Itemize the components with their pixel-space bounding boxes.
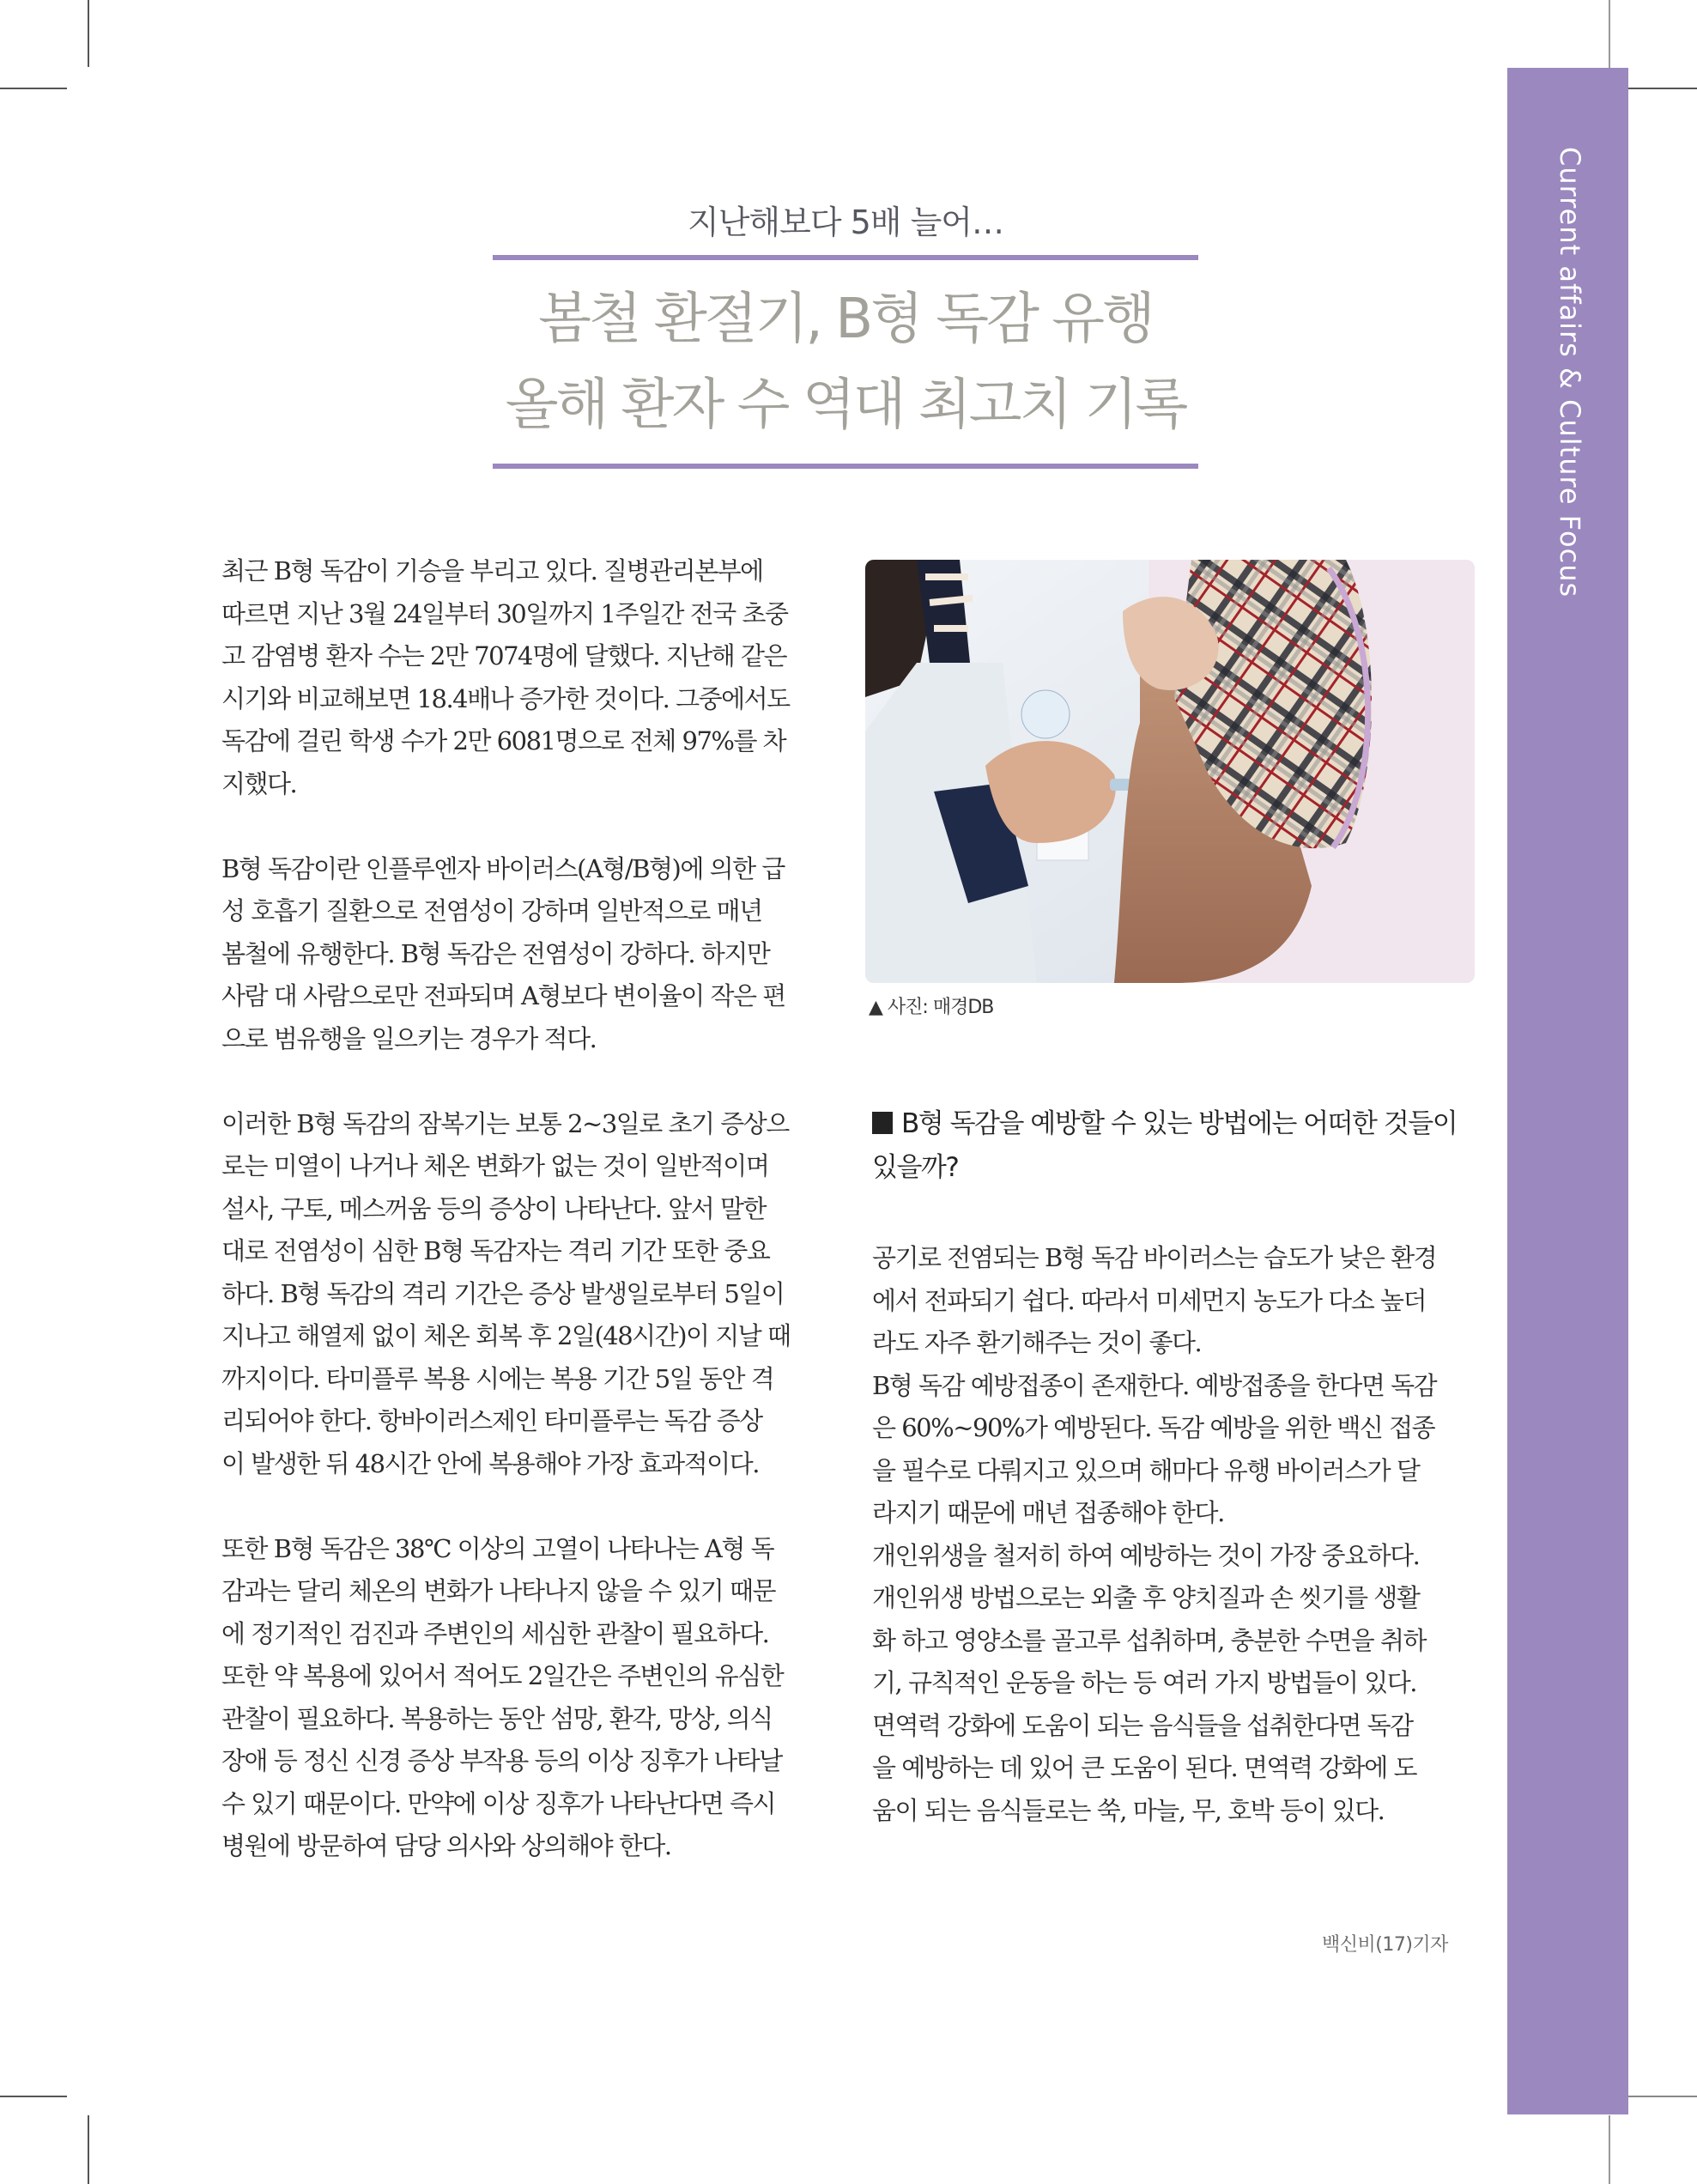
section-tab [1507, 68, 1628, 2114]
text-line: 을 필수로 다뤄지고 있으며 해마다 유행 바이러스가 달 [872, 1455, 1420, 1485]
text-line: 수 있기 때문이다. 만약에 이상 징후가 나타난다면 즉시 [221, 1788, 776, 1818]
text-line: 또한 약 복용에 있어서 적어도 2일간은 주변인의 유심한 [221, 1661, 784, 1690]
subhead-line: 있을까? [872, 1152, 959, 1183]
paragraph [221, 1103, 822, 1486]
crop-mark [1609, 0, 1610, 68]
text-line: 이러한 B형 독감의 잠복기는 보통 2~3일로 초기 증상으 [221, 1108, 789, 1138]
section-tab-label: Current affairs & Culture Focus [1554, 147, 1586, 598]
text-line: 을 예방하는 데 있어 큰 도움이 된다. 면역력 강화에 도 [872, 1753, 1416, 1782]
text-line: 에서 전파되기 쉽다. 따라서 미세먼지 농도가 다소 높더 [872, 1285, 1427, 1315]
text-line: 시기와 비교해보면 18.4배나 증가한 것이다. 그중에서도 [221, 683, 790, 713]
article-kicker: 지난해보다 5배 늘어… [688, 203, 1003, 241]
text-line: 라도 자주 환기해주는 것이 좋다. [872, 1328, 1202, 1357]
crop-mark [1609, 2115, 1610, 2184]
photo-caption [869, 992, 993, 1019]
headline-line: 봄철 환절기, B형 독감 유행 [538, 288, 1153, 351]
text-line: 로는 미열이 나거나 체온 변화가 없는 것이 일반적이며 [221, 1151, 769, 1180]
text-line: 병원에 방문하여 담당 의사와 상의해야 한다. [221, 1831, 671, 1860]
text-line: B형 독감 예방접종이 존재한다. 예방접종을 한다면 독감 [872, 1370, 1437, 1400]
crop-mark [88, 0, 89, 67]
text-line: 최근 B형 독감이 기승을 부리고 있다. 질병관리본부에 [221, 556, 763, 585]
crop-mark [1628, 2096, 1697, 2097]
text-line: 면역력 강화에 도움이 되는 음식들을 섭취한다면 독감 [872, 1710, 1413, 1740]
crop-mark [88, 2115, 89, 2184]
text-line: 또한 B형 독감은 38℃ 이상의 고열이 나타나는 A형 독 [221, 1533, 774, 1563]
paragraph [872, 1237, 1482, 1832]
square-bullet-icon [872, 1112, 893, 1134]
text-line: 이 발생한 뒤 48시간 안에 복용해야 가장 효과적이다. [221, 1448, 759, 1478]
text-line: 고 감염병 환자 수는 2만 7074명에 달했다. 지난해 같은 [221, 641, 786, 670]
text-line: 장애 등 정신 신경 증상 부작용 등의 이상 징후가 나타날 [221, 1746, 782, 1775]
text-line: 지나고 해열제 없이 체온 회복 후 2일(48시간)이 지날 때 [221, 1321, 791, 1350]
title-rule-bottom [493, 464, 1198, 469]
text-line: 봄철에 유행한다. B형 독감은 전염성이 강하다. 하지만 [221, 938, 770, 968]
right-column [872, 1237, 1482, 1832]
text-line: 라지기 때문에 매년 접종해야 한다. [872, 1498, 1224, 1527]
text-line: 움이 되는 음식들로는 쑥, 마늘, 무, 호박 등이 있다. [872, 1795, 1385, 1825]
text-line: 리되어야 한다. 항바이러스제인 타미플루는 독감 증상 [221, 1406, 762, 1435]
byline: 백신비(17)기자 [1322, 1934, 1448, 1956]
triangle-icon: ▲ [869, 997, 882, 1018]
crop-mark [0, 2096, 67, 2097]
caption-text: 사진: 매경DB [887, 997, 994, 1018]
subhead-line: B형 독감을 예방할 수 있는 방법에는 어떠한 것들이 [901, 1108, 1458, 1139]
text-line: 화 하고 영양소를 골고루 섭취하며, 충분한 수면을 취하 [872, 1625, 1427, 1655]
text-line: 까지이다. 타미플루 복용 시에는 복용 기간 5일 동안 격 [221, 1363, 774, 1393]
text-line: B형 독감이란 인플루엔자 바이러스(A형/B형)에 의한 급 [221, 853, 785, 883]
crop-mark [0, 88, 67, 89]
text-line: 독감에 걸린 학생 수가 2만 6081명으로 전체 97%를 차 [221, 726, 786, 755]
text-line: 으로 범유행을 일으키는 경우가 적다. [221, 1023, 597, 1053]
text-line: 기, 규칙적인 운동을 하는 등 여러 가지 방법들이 있다. [872, 1668, 1416, 1697]
left-column [221, 550, 822, 1910]
text-line: 은 60%~90%가 예방된다. 독감 예방을 위한 백신 접종 [872, 1413, 1435, 1442]
text-line: 성 호흡기 질환으로 전염성이 강하며 일반적으로 매년 [221, 896, 762, 925]
text-line: 설사, 구토, 메스꺼움 등의 증상이 나타난다. 앞서 말한 [221, 1193, 766, 1223]
text-line: 개인위생을 철저히 하여 예방하는 것이 가장 중요하다. [872, 1540, 1420, 1570]
text-line: 공기로 전염되는 B형 독감 바이러스는 습도가 낮은 환경 [872, 1243, 1437, 1272]
text-line: 하다. B형 독감의 격리 기간은 증상 발생일로부터 5일이 [221, 1278, 785, 1308]
text-line: 개인위생 방법으로는 외출 후 양치질과 손 씻기를 생활 [872, 1583, 1420, 1612]
crop-mark [1628, 88, 1697, 89]
text-line: 지했다. [221, 768, 297, 798]
text-line: 따르면 지난 3월 24일부터 30일까지 1주일간 전국 초중 [221, 598, 788, 628]
headline-line: 올해 환자 수 역대 최고치 기록 [505, 373, 1186, 437]
title-rule-top [493, 255, 1198, 260]
vaccination-photo [865, 560, 1475, 983]
text-line: 관찰이 필요하다. 복용하는 동안 섬망, 환각, 망상, 의식 [221, 1703, 773, 1733]
paragraph [221, 550, 822, 805]
text-line: 사람 대 사람으로만 전파되며 A형보다 변이율이 작은 편 [221, 981, 785, 1010]
section-subhead [872, 1102, 1482, 1190]
paragraph [221, 848, 822, 1061]
paragraph [221, 1528, 822, 1868]
text-line: 대로 전염성이 심한 B형 독감자는 격리 기간 또한 중요 [221, 1236, 770, 1265]
text-line: 감과는 달리 체온의 변화가 나타나지 않을 수 있기 때문 [221, 1576, 776, 1605]
text-line: 에 정기적인 검진과 주변인의 세심한 관찰이 필요하다. [221, 1618, 769, 1648]
article-headline [464, 276, 1227, 448]
